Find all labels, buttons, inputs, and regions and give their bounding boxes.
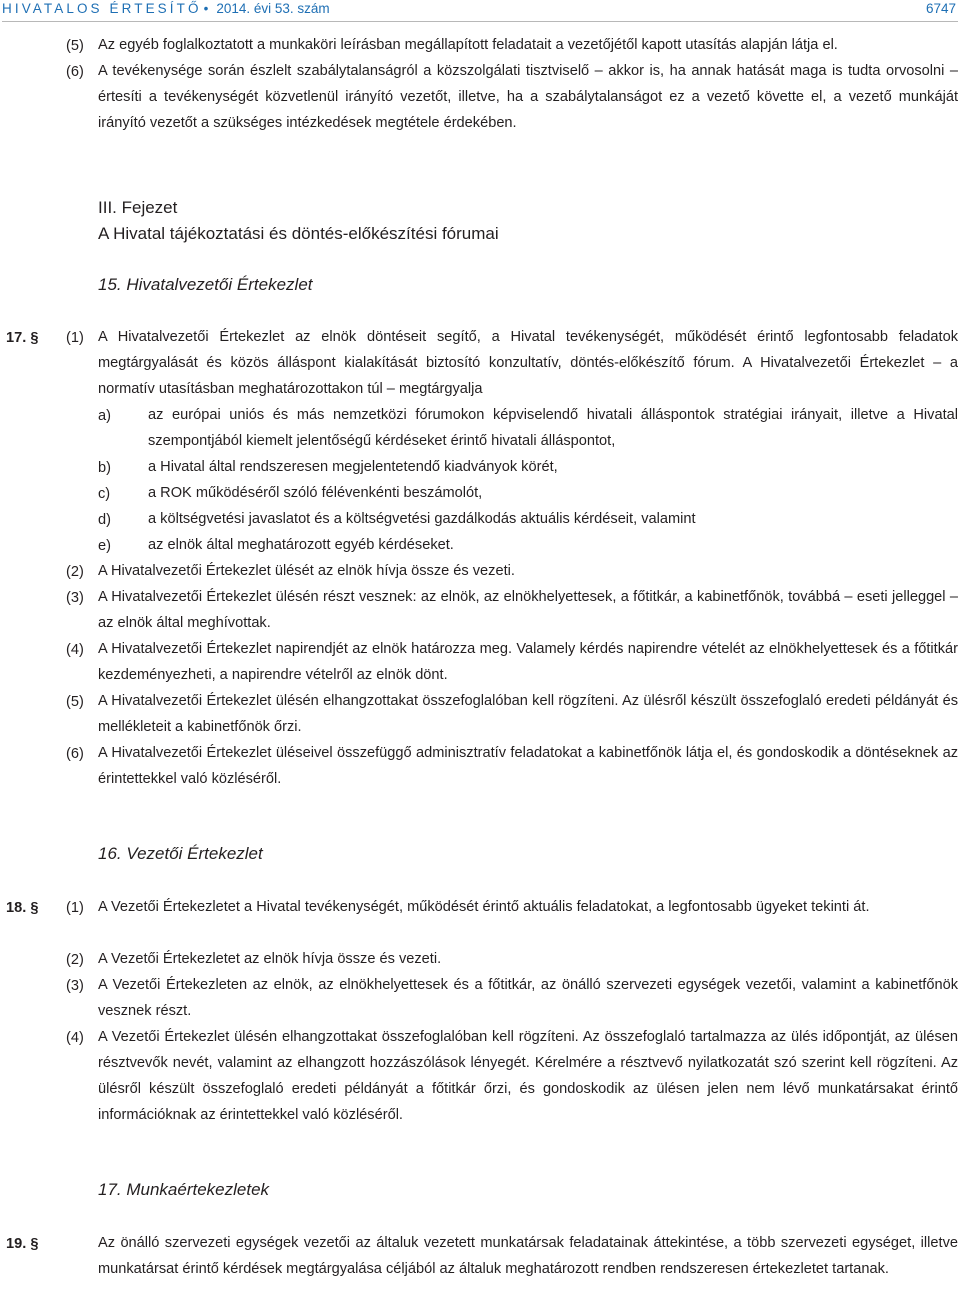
- point-text: a ROK működéséről szóló félévenkénti beszámolót,: [148, 485, 483, 501]
- paragraph-number: (3): [66, 590, 84, 606]
- chapter-number: III. Fejezet: [98, 198, 178, 217]
- paragraph-text: A Hivatalvezetői Értekezlet napirendjét az elnök határozza meg. Valamely kérdés napirendre vételét az elnökhelyettesek és a főtitkár kezdeményezheti, a napirendre vételről az elnök dönt.: [98, 641, 958, 683]
- subtitle-16: 16. Vezetői Értekezlet: [98, 844, 263, 863]
- point-text: az európai uniós és más nemzetközi fórumokon képviselendő hivatali álláspontok stratégiai irányait, illetve a Hivatal szempontjából kiemelt jelentőségű kérdéseket érintő hivatali álláspontot,: [148, 407, 958, 449]
- running-header: [2, 0, 958, 18]
- paragraph-text: A Vezetői Értekezleten az elnök, az elnökhelyettesek és a főtitkár, az önálló szervezeti egységek vezetői, valamint a kabinetfőnök vesznek részt.: [98, 977, 958, 1019]
- paragraph-text: A Hivatalvezetői Értekezlet az elnök döntéseit segítő, a Hivatal tevékenységét, működését érintő legfontosabb feladatok megtárgyalását és közös álláspont kialakítását biztosító konzultatív, döntés-előkészítő fórum. A Hivatalvezetői Értekezlet – a normatív utasításban meghatározottakon túl – megtárgyalja: [98, 329, 958, 397]
- point-label: b): [98, 460, 111, 476]
- section-number: 19. §: [6, 1236, 39, 1252]
- journal-title: HIVATALOS ÉRTESÍTŐ: [2, 1, 202, 16]
- subtitle-15: 15. Hivatalvezetői Értekezlet: [98, 275, 313, 294]
- paragraph-text: A Vezetői Értekezletet az elnök hívja össze és vezeti.: [98, 951, 442, 967]
- point-text: a Hivatal által rendszeresen megjelentetendő kiadványok körét,: [148, 459, 558, 475]
- paragraph-number: (1): [66, 900, 84, 916]
- paragraph-text: Az egyéb foglalkoztatott a munkaköri leírásban megállapított feladatait a vezetőjétől kapott utasítás alapján látja el.: [98, 37, 838, 53]
- paragraph-number: (1): [66, 330, 84, 346]
- issue-label: 2014. évi 53. szám: [216, 1, 330, 16]
- point-label: c): [98, 486, 111, 502]
- point-label: e): [98, 538, 111, 554]
- paragraph-number: (3): [66, 978, 84, 994]
- paragraph-text: A Hivatalvezetői Értekezlet ülésén részt vesznek: az elnök, az elnökhelyettesek, a főtitkár, a kabinetfőnök, továbbá – eseti jelleggel – az elnök által meghívottak.: [98, 589, 958, 631]
- section-text: Az önálló szervezeti egységek vezetői az általuk vezetett munkatársak feladatainak áttekintése, a több szervezeti egységet, illetve munkatársat érintő kérdések megtárgyalása céljából az általuk meghatározott rendben rendszeresen értekezletet tartanak.: [98, 1235, 958, 1277]
- paragraph-text: A Hivatalvezetői Értekezlet üléseivel összefüggő adminisztratív feladatokat a kabinetfőnök látja el, és gondoskodik a döntéseknek az érintettekkel való közléséről.: [98, 745, 958, 787]
- point-label: d): [98, 512, 111, 528]
- paragraph-number: (5): [66, 694, 84, 710]
- paragraph-number: (4): [66, 642, 84, 658]
- section-number: 18. §: [6, 900, 39, 916]
- point-text: az elnök által meghatározott egyéb kérdéseket.: [148, 537, 454, 553]
- section-number: 17. §: [6, 330, 39, 346]
- paragraph-number: (5): [66, 38, 84, 54]
- bullet-separator: •: [203, 1, 209, 16]
- paragraph-text: A tevékenysége során észlelt szabálytalanságról a közszolgálati tisztviselő – akkor is, ha annak hatását maga is tudta orvosolni – értesíti a tevékenységét közvetlenül irányító vezetőt, illetve, ha a szabálytalanságot ez a vezető követte el, a vezető munkáját irányító vezetőt a szükséges intézkedések megtétele érdekében.: [98, 63, 958, 131]
- paragraph-number: (2): [66, 952, 84, 968]
- chapter-title: A Hivatal tájékoztatási és döntés-előkészítési fórumai: [98, 224, 499, 243]
- page-number: 6747: [925, 1, 956, 16]
- paragraph-text: A Hivatalvezetői Értekezlet ülését az elnök hívja össze és vezeti.: [98, 563, 515, 579]
- subtitle-17: 17. Munkaértekezletek: [98, 1180, 270, 1199]
- paragraph-number: (2): [66, 564, 84, 580]
- paragraph-text: A Hivatalvezetői Értekezlet ülésén elhangzottakat összefoglalóban kell rögzíteni. Az ülésről készült összefoglaló eredeti példányát és mellékleteit a kabinetfőnök őrzi.: [98, 693, 958, 735]
- header-rule: [2, 21, 958, 22]
- paragraph-text: A Vezetői Értekezletet a Hivatal tevékenységét, működését érintő aktuális feladatokat, a legfontosabb ügyeket tekinti át.: [98, 899, 870, 915]
- paragraph-number: (6): [66, 746, 84, 762]
- paragraph-text: A Vezetői Értekezlet ülésén elhangzottakat összefoglalóban kell rögzíteni. Az összefoglaló tartalmazza az ülés időpontját, az ülésen résztvevők nevét, valamint az elhangzott hozzászólások lényegét. Kérelmére a résztvevő nyilatkozatát szó szerint kell rögzíteni. Az ülésről készült összefoglaló eredeti példányát a főtitkár őrzi, és gondoskodik az ülésen jelen nem lévő munkatársakat érintő információknak az érintettekkel való közléséről.: [98, 1029, 958, 1123]
- point-text: a költségvetési javaslatot és a költségvetési gazdálkodás aktuális kérdéseit, valamint: [148, 511, 696, 527]
- point-label: a): [98, 408, 111, 424]
- paragraph-number: (6): [66, 64, 84, 80]
- paragraph-number: (4): [66, 1030, 84, 1046]
- journal-line: [2, 1, 330, 16]
